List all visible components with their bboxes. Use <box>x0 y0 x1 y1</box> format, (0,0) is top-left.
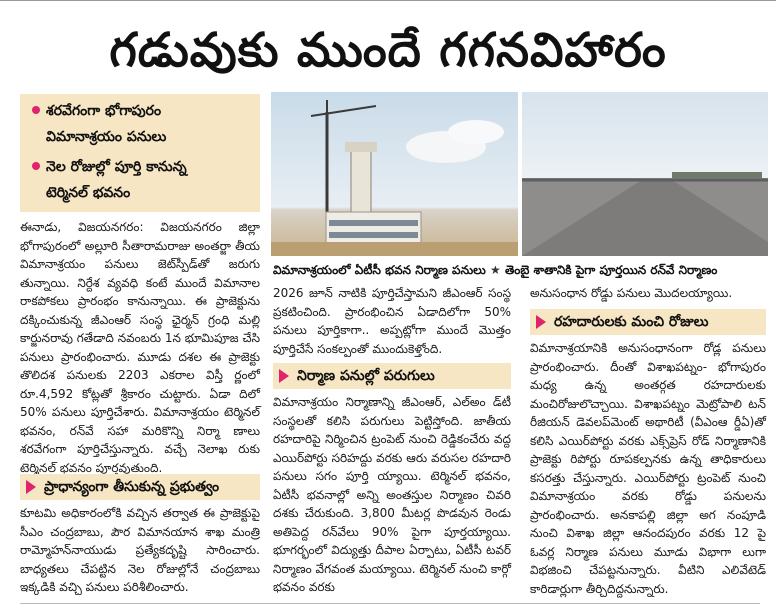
caption-right: తెంబై శాతానికి పైగా పూర్తయిన రన్‌వే నిర్మాణం <box>504 263 718 277</box>
photo-captions <box>273 262 773 278</box>
deck-box <box>20 94 260 212</box>
deck-item-1-cont: విమానాశ్రయం పనులు <box>46 129 167 145</box>
col2-paragraph-2: విమానాశ్రయం నిర్మాణాన్ని జీఎంఆర్, ఎల్‌అం డ్‌టీ సంస్థలతో కలిసి పరుగులు పెట్టిస్తోంది. జాతీయ రహదారిపై నిర్మించిన ట్రంపెట్ నుంచి రెడ్డికంచేరు వద్ద ఎయిర్‌పోర్టు సరిహద్దు వరకు ఆరు వరుసల రహదారి పనులు సగం పూర్తి య్యాయి. టెర్మినల్ భవనం, ఏటీసీ భవనాల్లో అన్ని అంతస్తుల నిర్మాణం చివరి దశకు చేరుకుంది. 3,800 మీటర్ల పొడవున రెండు అతిపెద్ద రన్‌వేలు 90% పైగా పూర్తయ్యాయి. భూగర్భంలో విద్యుత్తు దీపాల ఏర్పాటు, ఏటీసీ టవర్ నిర్మాణం వేగవంత మయ్యాయి. టెర్మినల్ నుంచి కార్గో భవనం వరకు <box>273 395 511 594</box>
column-2-part-2 <box>273 393 511 597</box>
col3-subheading: రహదారులకు మంచి రోజులు <box>530 309 766 335</box>
col1-paragraph-1: ఈనాడు, విజయనగరం: విజయనగరం జిల్లా భోగాపురంలో అల్లూరి సీతారామరాజు అంతర్జా తీయ విమానాశ్రయం పనులు జెట్‌స్పీడ్‌తో జరుగు తున్నాయి. నిర్దేశ వ్యవధి కంటే ముందే విమానాల రాకపోకలు ప్రారంభం కానున్నాయి. ఈ ప్రాజెక్టును దక్కించుకున్న జీఎంఆర్ సంస్థ ఛైర్మన్ గ్రంధి మల్లి కార్జునరావు గతేడాది నవంబరు 1న భూమిపూజ చేసి పనులు ప్రారంభించారు. మూడు దశల ఈ ప్రాజెక్టు తొలిదశ పనులకు 2203 ఎకరాల విస్తీ ర్ణంలో రూ.4,592 కోట్లతో శ్రీకారం చుట్టారు. ఏడా దిలో 50% పనులు పూర్తిచేశారు. విమానాశ్రయం టెర్మినల్ భవనం, రన్‌వే సహా మరికొన్ని నిర్మా ణాలు శరవేగంగా పూర్తిచేస్తున్నారు. వచ్చే నెలాఖ రుకు టెర్మినల్ భవనం పూర్తవుతుంది. <box>20 220 260 475</box>
runway-photo-illustration <box>522 92 768 256</box>
col3-paragraph-2: విమానాశ్రయానికి అనుసంధానంగా రోడ్ల పనులు ప్రారంభించారు. దీంతో విశాఖపట్నం- భోగాపురం మధ్య ఉన్న అంతర్గత రహదారులకు మంచిరోజులొచ్చాయి. విశాఖపట్నం మెట్రోపాలి టన్ రీజియన్ డెవలప్‌మెంట్ అథారిటీ (వీఎంఆ ర్డీఏ)తో కలిసి ఎయిర్‌పోర్టు వరకు ఎక్స్‌ప్రెస్ రోడ్ నిర్మాణానికి ప్రాజెక్టు రిపోర్టు రూపకల్పనకు ఉన్న తాధికారులు కసరత్తు చేస్తున్నారు. ఎయిర్‌పోర్టు ట్రంపెట్ నుంచి విమానాశ్రయం వరకు రోడ్డు పనులను ప్రారంభించారు. అనకాపల్లి జిల్లా అగ నంపూడి నుంచి విశాఖ జిల్లా ఆనందపురం వరకు 12 పై ఓవర్ల నిర్మాణ పనులు మూడు విభాగా లుగా విభజించి చేపట్టనున్నారు. వీటిని ఎలివేటెడ్ కారిడార్లుగా తీర్చిదిద్దనున్నారు. <box>530 341 766 596</box>
column-2 <box>273 284 511 358</box>
column-3-part-2 <box>530 339 766 598</box>
col3-paragraph-1: అనుసంధాన రోడ్డు పనులు మొదలయ్యాయి. <box>530 286 733 300</box>
atc-photo <box>271 92 518 256</box>
atc-photo-illustration <box>271 92 518 256</box>
deck-item-2: నెల రోజుల్లో పూర్తి కానున్న <box>20 154 260 180</box>
top-rule <box>0 0 776 5</box>
deck-item-2-cont: టెర్మినల్ భవనం <box>46 185 131 201</box>
triangle-icon <box>279 369 289 383</box>
caption-left: విమానాశ్రయంలో ఏటీసీ భవన నిర్మాణ పనులు <box>273 263 486 277</box>
bottom-rule <box>20 603 760 604</box>
col2-paragraph-1: 2026 జూన్ నాటికి పూర్తిచేస్తామని జీఎంఆర్ సంస్థ ప్రకటించింది. ప్రారంభించిన ఏడాదిలోగా 50% పనులు పూర్తికాగా.. అప్పట్లోగా ముందే మొత్తం పూర్తిచేసే సంకల్పంతో ముందుకెళ్తోంది. <box>273 286 511 356</box>
col1-subheading: ప్రాధాన్యంగా తీసుకున్న ప్రభుత్వం <box>20 474 260 500</box>
bullet-icon <box>32 162 40 170</box>
runway-photo <box>522 92 768 256</box>
col2-subheading: నిర్మాణ పనుల్లో పరుగులు <box>273 363 511 389</box>
triangle-icon <box>26 480 36 494</box>
column-3 <box>530 284 766 303</box>
col1-paragraph-2: కూటమి అధికారంలోకి వచ్చిన తర్వాత ఈ ప్రాజెక్టుపై సీఎం చంద్రబాబు, పౌర విమానయాన శాఖ మంత్రి రామ్మోహన్‌నాయుడు ప్రత్యేకదృష్టి సారించారు. బాధ్యతలు చేపట్టిన నెల రోజుల్లోనే చంద్రబాబు ఇక్కడికి వచ్చి పనులు పరిశీలించారు. <box>20 506 260 594</box>
star-icon: ★ <box>490 263 501 277</box>
column-1-part-2 <box>20 504 260 597</box>
column-1 <box>20 218 260 477</box>
headline: గడువుకు ముందే గగనవిహారం <box>109 23 667 78</box>
deck-item-1: శరవేగంగా భోగాపురం <box>20 98 260 124</box>
bullet-icon <box>32 106 40 114</box>
triangle-icon <box>536 315 546 329</box>
